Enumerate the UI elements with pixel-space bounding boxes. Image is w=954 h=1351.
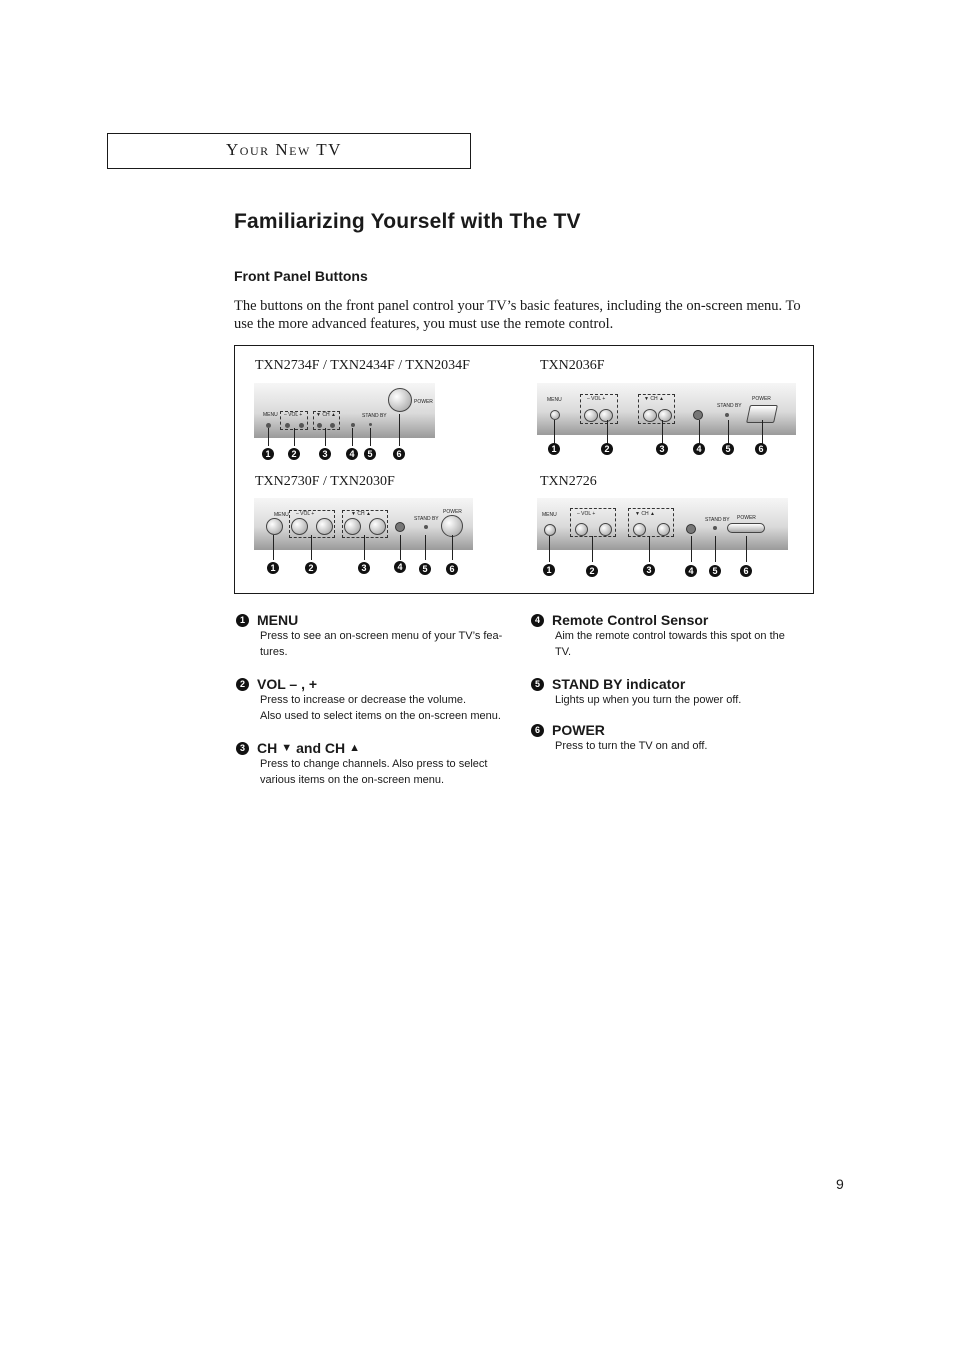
callout-3: 3	[319, 448, 331, 460]
leader-line	[762, 420, 763, 444]
panel-power-label: POWER	[443, 509, 462, 515]
callout-2: 2	[288, 448, 300, 460]
standby-indicator	[424, 525, 428, 529]
callout-1: 1	[267, 562, 279, 574]
model-label-txn2726: TXN2726	[540, 474, 597, 489]
leader-line	[273, 535, 274, 560]
legend-number: 6	[531, 724, 544, 737]
legend-item-remote-sensor	[531, 612, 816, 660]
callout-3: 3	[358, 562, 370, 574]
panel-ch-label: ▼ CH ▲	[351, 511, 371, 517]
vol-up-button[interactable]	[299, 423, 304, 428]
panel-power-label: POWER	[737, 515, 756, 521]
leader-line	[311, 535, 312, 560]
legend-title: POWER	[552, 722, 605, 738]
legend-item-ch	[236, 740, 526, 788]
callout-6: 6	[755, 443, 767, 455]
callout-6: 6	[446, 563, 458, 575]
page-number: 9	[836, 1176, 844, 1192]
callout-5: 5	[419, 563, 431, 575]
remote-sensor	[395, 522, 405, 532]
panel-vol-label: – VOL +	[284, 412, 303, 418]
callout-4: 4	[685, 565, 697, 577]
panel-vol-label: – VOL +	[577, 511, 596, 517]
panel-ch-label: ▼ CH ▲	[316, 412, 336, 418]
panel-power-label: POWER	[752, 396, 771, 402]
vol-down-button[interactable]	[285, 423, 290, 428]
leader-line	[325, 428, 326, 446]
vol-down-button[interactable]	[584, 409, 598, 422]
leader-line	[400, 535, 401, 560]
callout-3: 3	[643, 564, 655, 576]
model-label-txn2730f: TXN2730F / TXN2030F	[255, 474, 395, 489]
legend-title: Remote Control Sensor	[552, 612, 709, 628]
remote-sensor	[686, 524, 696, 534]
section-header-tab	[107, 133, 471, 169]
legend-desc-line: various items on the on-screen menu.	[260, 774, 445, 786]
triangle-up-icon: ▲	[349, 742, 361, 754]
leader-line	[425, 535, 426, 560]
ch-up-button[interactable]	[330, 423, 335, 428]
callout-5: 5	[722, 443, 734, 455]
ch-up-button[interactable]	[657, 523, 670, 536]
legend-item-menu	[236, 612, 526, 660]
ch-up-button[interactable]	[658, 409, 672, 422]
model-label-txn2734f: TXN2734F / TXN2434F / TXN2034F	[255, 358, 470, 373]
model-label-txn2036f: TXN2036F	[540, 358, 605, 373]
menu-button[interactable]	[550, 410, 560, 420]
front-panel-txn2734f	[254, 383, 435, 438]
panel-vol-label: – VOL +	[296, 511, 315, 517]
leader-line	[554, 420, 555, 444]
section-header-text: Your New TV	[226, 140, 342, 159]
panel-standby-label: STAND BY	[705, 517, 730, 523]
leader-line	[370, 428, 371, 446]
menu-button[interactable]	[266, 518, 283, 535]
leader-line	[452, 535, 453, 560]
legend-title-ch: CH	[257, 740, 278, 756]
ch-down-button[interactable]	[317, 423, 322, 428]
legend-item-power	[531, 722, 816, 754]
ch-down-button[interactable]	[633, 523, 646, 536]
callout-1: 1	[548, 443, 560, 455]
leader-line	[699, 420, 700, 444]
legend-desc-line: Press to increase or decrease the volume.	[260, 694, 467, 706]
leader-line	[352, 428, 353, 446]
panel-vol-label: – VOL +	[587, 396, 606, 402]
legend-desc-line: tures.	[260, 646, 288, 658]
vol-up-button[interactable]	[316, 518, 333, 535]
callout-2: 2	[586, 565, 598, 577]
leader-line	[691, 536, 692, 562]
power-button[interactable]	[388, 388, 412, 412]
callout-3: 3	[656, 443, 668, 455]
remote-sensor	[351, 423, 355, 427]
standby-indicator	[369, 423, 372, 426]
panel-menu-label: MENU	[274, 512, 289, 518]
panel-menu-label: MENU	[542, 512, 557, 518]
vol-down-button[interactable]	[291, 518, 308, 535]
vol-down-button[interactable]	[575, 523, 588, 536]
legend-number: 2	[236, 678, 249, 691]
menu-button[interactable]	[544, 524, 556, 536]
legend-number: 1	[236, 614, 249, 627]
panel-standby-label: STAND BY	[717, 403, 742, 409]
panel-menu-label: MENU	[263, 412, 278, 418]
panel-standby-label: STAND BY	[414, 516, 439, 522]
vol-up-button[interactable]	[599, 523, 612, 536]
vol-up-button[interactable]	[599, 409, 613, 422]
leader-line	[662, 420, 663, 444]
intro-paragraph: The buttons on the front panel control your TV’s basic features, including the on-screen menu. To use the more advanced features, you must use the remote control.	[234, 298, 801, 332]
standby-indicator	[725, 413, 729, 417]
legend-desc-line: Aim the remote control towards this spot on the	[555, 630, 785, 642]
legend-desc-line: Press to change channels. Also press to select	[260, 758, 488, 770]
panel-ch-label: ▼ CH ▲	[635, 511, 655, 517]
panel-standby-label: STAND BY	[362, 413, 387, 419]
panel-power-label: POWER	[414, 399, 433, 405]
panel-ch-label: ▼ CH ▲	[644, 396, 664, 402]
callout-6: 6	[740, 565, 752, 577]
legend-item-standby	[531, 676, 816, 708]
legend-desc-line: Lights up when you turn the power off.	[555, 694, 742, 706]
legend-title: MENU	[257, 612, 299, 628]
leader-line	[728, 420, 729, 444]
legend-desc-line: Press to turn the TV on and off.	[555, 740, 708, 752]
legend-number: 5	[531, 678, 544, 691]
power-button[interactable]	[441, 515, 463, 537]
leader-line	[592, 536, 593, 562]
leader-line	[715, 536, 716, 562]
callout-4: 4	[394, 561, 406, 573]
leader-line	[294, 428, 295, 446]
panel-menu-label: MENU	[547, 397, 562, 403]
callout-5: 5	[364, 448, 376, 460]
leader-line	[649, 536, 650, 562]
section-subtitle: Front Panel Buttons	[234, 268, 368, 284]
ch-up-button[interactable]	[369, 518, 386, 535]
legend-desc-line: Also used to select items on the on-screen menu.	[260, 710, 501, 722]
callout-2: 2	[305, 562, 317, 574]
remote-sensor	[693, 410, 703, 420]
legend-title: VOL – , +	[257, 676, 318, 692]
standby-indicator	[713, 526, 717, 530]
callout-2: 2	[601, 443, 613, 455]
legend-item-vol	[236, 676, 526, 724]
legend-title: STAND BY indicator	[552, 676, 686, 692]
legend-title-and-ch: and CH	[296, 740, 346, 756]
front-panel-txn2726	[537, 498, 788, 550]
callout-1: 1	[262, 448, 274, 460]
callout-4: 4	[693, 443, 705, 455]
front-panel-txn2036f	[537, 383, 796, 435]
legend-number: 4	[531, 614, 544, 627]
triangle-down-icon: ▼	[281, 742, 293, 754]
leader-line	[607, 420, 608, 444]
callout-1: 1	[543, 564, 555, 576]
legend-desc-line: Press to see an on-screen menu of your TV’s fea-	[260, 630, 503, 642]
legend-number: 3	[236, 742, 249, 755]
callout-4: 4	[346, 448, 358, 460]
leader-line	[549, 536, 550, 562]
callout-6: 6	[393, 448, 405, 460]
callout-5: 5	[709, 565, 721, 577]
leader-line	[268, 428, 269, 446]
ch-down-button[interactable]	[643, 409, 657, 422]
leader-line	[746, 536, 747, 562]
front-panel-figure	[234, 345, 814, 594]
ch-down-button[interactable]	[344, 518, 361, 535]
page-title: Familiarizing Yourself with The TV	[234, 210, 581, 233]
leader-line	[399, 414, 400, 446]
power-button[interactable]	[727, 523, 765, 533]
leader-line	[364, 535, 365, 560]
legend-desc-line: TV.	[555, 646, 572, 658]
